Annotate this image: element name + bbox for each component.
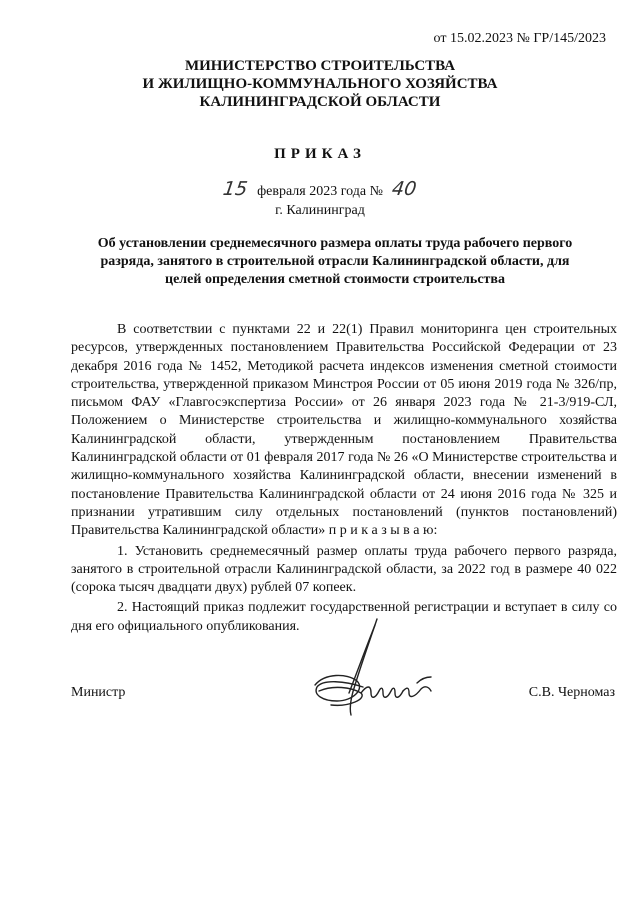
handwritten-signature — [305, 615, 445, 720]
ministry-line-3: КАЛИНИНГРАДСКОЙ ОБЛАСТИ — [199, 94, 441, 110]
order-number-handwritten: 40 — [390, 178, 419, 200]
ministry-line-1: МИНИСТЕРСТВО СТРОИТЕЛЬСТВА — [184, 58, 456, 74]
registration-number: от 15.02.2023 № ГР/145/2023 — [433, 31, 606, 46]
ministry-line-2: И ЖИЛИЩНО-КОММУНАЛЬНОГО ХОЗЯЙСТВА — [142, 76, 498, 92]
order-day-handwritten: 15 — [221, 178, 250, 200]
order-city: г. Калининград — [275, 203, 365, 218]
ministry-header — [0, 57, 640, 111]
signer-name: С.В. Черномаз — [528, 685, 615, 700]
order-subject: Об установлении среднемесячного размера оплаты труда рабочего первого разряда, занятого в строительной отрасли Калининградской области, для целей определения сметной стоимости строительства — [97, 236, 573, 287]
body-paragraph-preamble: В соответствии с пунктами 22 и 22(1) Правил мониторинга цен строительных ресурсов, утвержденных постановлением Правительства Российской Федерации от 23 декабря 2016 года № 1452, Методикой расчета индексов изменения сметной стоимости строительства, утвержденной приказом Минстроя России от 05 июня 2019 года № 326/пр, письмом ФАУ «Главгосэкспертиза России» от 26 января 2023 года № 21-3/919-СЛ, Положением о Министерстве строительства и жилищно-коммунального хозяйства Калининградской области, утвержденным постановлением Правительства Калининградской области от 01 февраля 2017 года № 26 «О Министерстве строительства и жилищно-коммунального хозяйства Калининградской области, внесении изменений в постановление Правительства Калининградской области от 24 июня 2016 года № 325 и признании утратившим силу отдельных постановлений (пунктов постановлений) Правительства Калининградской области» п р и к а з ы в а ю: — [71, 322, 617, 539]
body-paragraph-item-1: 1. Установить среднемесячный размер оплаты труда рабочего первого разряда, занятого в строительной отрасли Калининградской области, за 2022 год в размере 40 022 (сорока тысяч двадцати двух) рублей 07 копеек. — [71, 543, 617, 596]
order-body — [71, 321, 617, 638]
body-paragraph-item-2: 2. Настоящий приказ подлежит государственной регистрации и вступает в силу со дня его официального опубликования. — [71, 600, 617, 634]
order-dateline — [0, 180, 640, 220]
signer-position: Министр — [71, 685, 126, 700]
order-title: ПРИКАЗ — [274, 146, 366, 162]
order-date-text: февраля 2023 года № — [257, 184, 383, 199]
